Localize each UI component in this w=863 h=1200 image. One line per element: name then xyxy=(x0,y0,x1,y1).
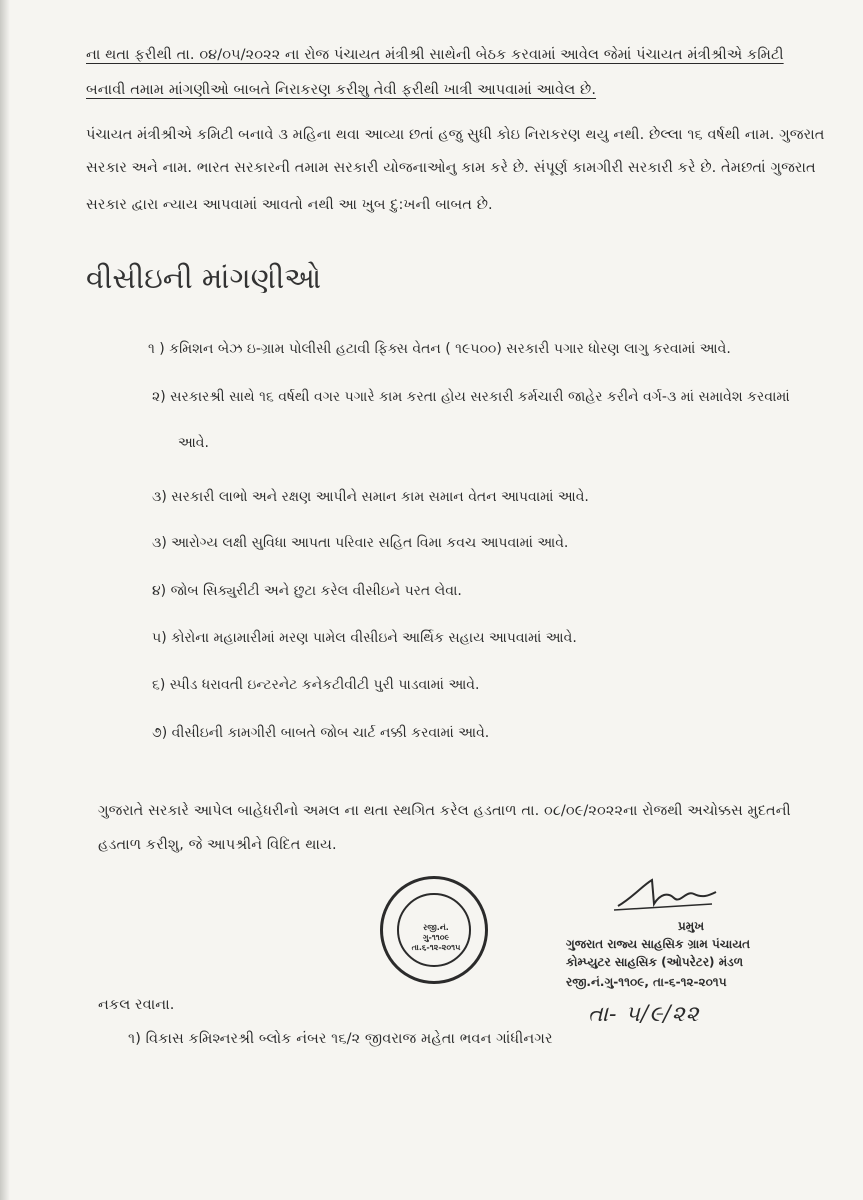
copy-to-label: નકલ રવાના. xyxy=(98,997,175,1013)
paragraph-1-line-3: સરકાર દ્વારા ન્યાય આપવામાં આવતો નથી આ ખુબ દુ:ખની બાબત છે. xyxy=(86,197,493,213)
intro-line-2: બનાવી તમામ માંગણીઓ બાબતે નિરાકરણ કરીશુ તેવી ફરીથી ખાત્રી આપવામાં આવેલ છે. xyxy=(86,82,597,98)
seal-line-1: રજી.નં. xyxy=(423,923,449,932)
demand-item-2: ૨) સરકારશ્રી સાથે ૧૬ વર્ષથી વગર પગારે કામ કરતા હોય સરકારી કર્મચારી જાહેર કરીને વર્ગ-૩ માં સમાવેશ કરવામાં xyxy=(152,389,790,405)
paragraph-1-line-1: પંચાયત મંત્રીશ્રીએ કમિટી બનાવે ૩ મહિના થવા આવ્યા છતાં હજુ સુધી કોઇ નિરાકરણ થયુ નથી. છેલ્લા ૧૬ વર્ષથી નામ. ગુજરાત xyxy=(86,127,825,143)
demand-item-4: ૩) આરોગ્ય લક્ષી સુવિધા આપતા પરિવાર સહિત વિમા કવચ આપવામાં આવે. xyxy=(152,535,569,551)
handwritten-date: તા- ૫/૯/૨૨ xyxy=(588,1002,700,1027)
signatory-reg-line: રજી.નં.ગુ-૧૧૦૯, તા-૬-૧૨-૨૦૧૫ xyxy=(566,975,727,989)
demand-item-3: ૩) સરકારી લાભો અને રક્ષણ આપીને સમાન કામ સમાન વેતન આપવામાં આવે. xyxy=(152,489,589,505)
demand-item-8: ૭) વીસીઇની કામગીરી બાબતે જોબ ચાર્ટ નક્કી કરવામાં આવે. xyxy=(152,725,490,741)
signatory-title: પ્રમુખ xyxy=(678,919,705,933)
signature-scribble-icon xyxy=(612,876,722,916)
seal-line-3: તા.૬-૧૨-૨૦૧૫ xyxy=(411,943,461,952)
seal-inner-ring xyxy=(397,893,471,967)
demand-item-6: ૫) કોરોના મહામારીમાં મરણ પામેલ વીસીઇને આર્થિક સહાય આપવામાં આવે. xyxy=(152,630,577,646)
copy-to-item-1: ૧) વિકાસ કમિશ્નરશ્રી બ્લોક નંબર ૧૬/૨ જીવરાજ મહેતા ભવન ગાંધીનગર xyxy=(128,1031,553,1047)
demands-heading: વીસીઇની માંગણીઓ xyxy=(86,261,322,295)
seal-line-2: ગુ-૧૧૦૯ xyxy=(422,933,450,942)
signatory-org-line-2: કોમ્પ્યુટર સાહસિક (ઓપરેટર) મંડળ xyxy=(566,955,744,969)
paragraph-1-line-2: સરકાર અને નામ. ભારત સરકારની તમામ સરકારી યોજનાઓનુ કામ કરે છે. સંપૂર્ણ કામગીરી સરકારી કરે છે. તેમછતાં ગુજરાત xyxy=(86,160,816,176)
demand-item-5: ૪) જોબ સિક્યુરીટી અને છુટા કરેલ વીસીઇને પરત લેવા. xyxy=(152,583,462,599)
demand-item-2-continued: આવે. xyxy=(178,435,209,451)
signatory-org-line-1: ગુજરાત રાજ્ય સાહસિક ગ્રામ પંચાયત xyxy=(566,937,751,951)
demand-item-1: ૧ ) કમિશન બેઝ ઇ-ગ્રામ પોલીસી હટાવી ફિક્સ વેતન ( ૧૯૫૦૦) સરકારી પગાર ધોરણ લાગુ કરવામાં આવે. xyxy=(148,341,731,357)
intro-line-1: ના થતા ફરીથી તા. ૦૪/૦૫/૨૦૨૨ ના રોજ પંચાયત મંત્રીશ્રી સાથેની બેઠક કરવામાં આવેલ જેમાં પંચાયત મંત્રીશ્રીએ કમિટી xyxy=(86,47,784,63)
paragraph-2-line-2: હડતાળ કરીશુ, જે આપશ્રીને વિદિત થાય. xyxy=(98,837,337,853)
scan-edge-shadow xyxy=(0,0,10,1200)
paragraph-2-line-1: ગુજરાતે સરકારે આપેલ બાહેધરીનો અમલ ના થતા સ્થગિત કરેલ હડતાળ તા. ૦૮/૦૯/૨૦૨૨ના રોજથી અચોક્કસ મુદતની xyxy=(98,803,791,819)
seal-text xyxy=(399,923,473,953)
organization-seal xyxy=(380,876,488,984)
demand-item-7: ૬) સ્પીડ ધરાવતી ઇન્ટરનેટ કનેકટીવીટી પુરી પાડવામાં આવે. xyxy=(152,677,480,693)
